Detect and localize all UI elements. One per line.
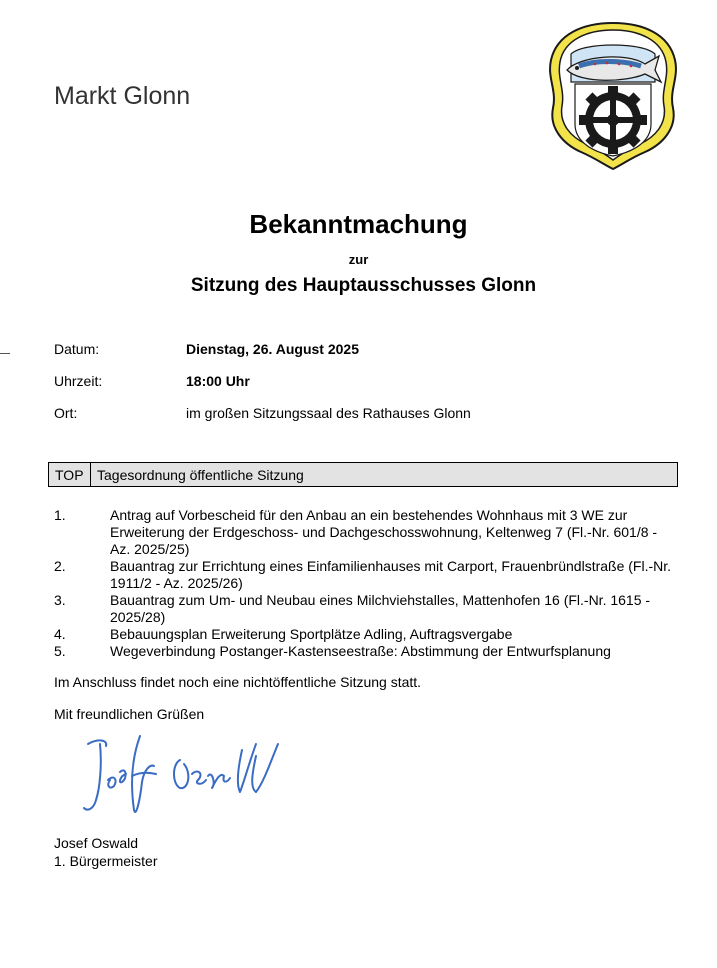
date-label: Datum:	[54, 341, 100, 357]
agenda-item-number: 3.	[54, 592, 66, 608]
agenda-item-number: 5.	[54, 643, 66, 659]
time-value: 18:00 Uhr	[186, 373, 250, 389]
agenda-header	[48, 462, 678, 487]
time-label: Uhrzeit:	[54, 373, 103, 389]
agenda-item-number: 4.	[54, 626, 66, 642]
signer-name: Josef Oswald	[54, 835, 139, 851]
agenda-col-title: Tagesordnung öffentliche Sitzung	[97, 467, 304, 483]
agenda-list	[54, 507, 674, 660]
agenda-item-text: Bebauungsplan Erweiterung Sportplätze Adling, Auftragsvergabe	[110, 626, 513, 642]
meeting-heading: Sitzung des Hauptausschusses Glonn	[190, 275, 537, 296]
closed-session-note: Im Anschluss findet noch eine nichtöffentliche Sitzung statt.	[54, 674, 422, 690]
date-value: Dienstag, 26. August 2025	[186, 341, 359, 357]
agenda-item-number: 1.	[54, 507, 66, 523]
notice-subtitle: zur	[348, 252, 369, 267]
agenda-item	[54, 626, 674, 643]
agenda-item-text: Wegeverbindung Postanger-Kastenseestraße: Abstimmung der Entwurfsplanung	[110, 643, 611, 659]
greeting: Mit freundlichen Grüßen	[54, 706, 205, 722]
municipality-name: Markt Glonn	[54, 82, 191, 110]
agenda-item-text: Bauantrag zum Um- und Neubau eines Milchviehstalles, Mattenhofen 16 (Fl.-Nr. 1615 - 2025/28)	[110, 592, 651, 625]
agenda-item-number: 2.	[54, 558, 66, 574]
notice-title: Bekanntmachung	[249, 209, 468, 239]
place-label: Ort:	[54, 405, 78, 421]
agenda-item-text: Antrag auf Vorbescheid für den Anbau an ein bestehendes Wohnhaus mit 3 WE zur Erweiterung der Erdgeschoss- und Dachgeschosswohnung, Keltenweg 7 (Fl.-Nr. 601/8 - Az. 2025/25)	[110, 507, 658, 557]
agenda-item	[54, 643, 674, 660]
agenda-item	[54, 558, 674, 592]
place-value: im großen Sitzungssaal des Rathauses Glonn	[186, 405, 471, 421]
agenda-item	[54, 592, 674, 626]
coat-of-arms-icon	[545, 20, 681, 172]
signature-image	[80, 730, 290, 825]
agenda-item-text: Bauantrag zur Errichtung eines Einfamilienhauses mit Carport, Frauenbründlstraße (Fl.-Nr. 1911/2 - Az. 2025/26)	[110, 558, 672, 591]
agenda-item	[54, 507, 674, 558]
page-margin-mark	[0, 353, 10, 354]
signer-title: 1. Bürgermeister	[54, 853, 158, 869]
signer-block	[54, 834, 157, 870]
agenda-col-top: TOP	[49, 463, 91, 486]
